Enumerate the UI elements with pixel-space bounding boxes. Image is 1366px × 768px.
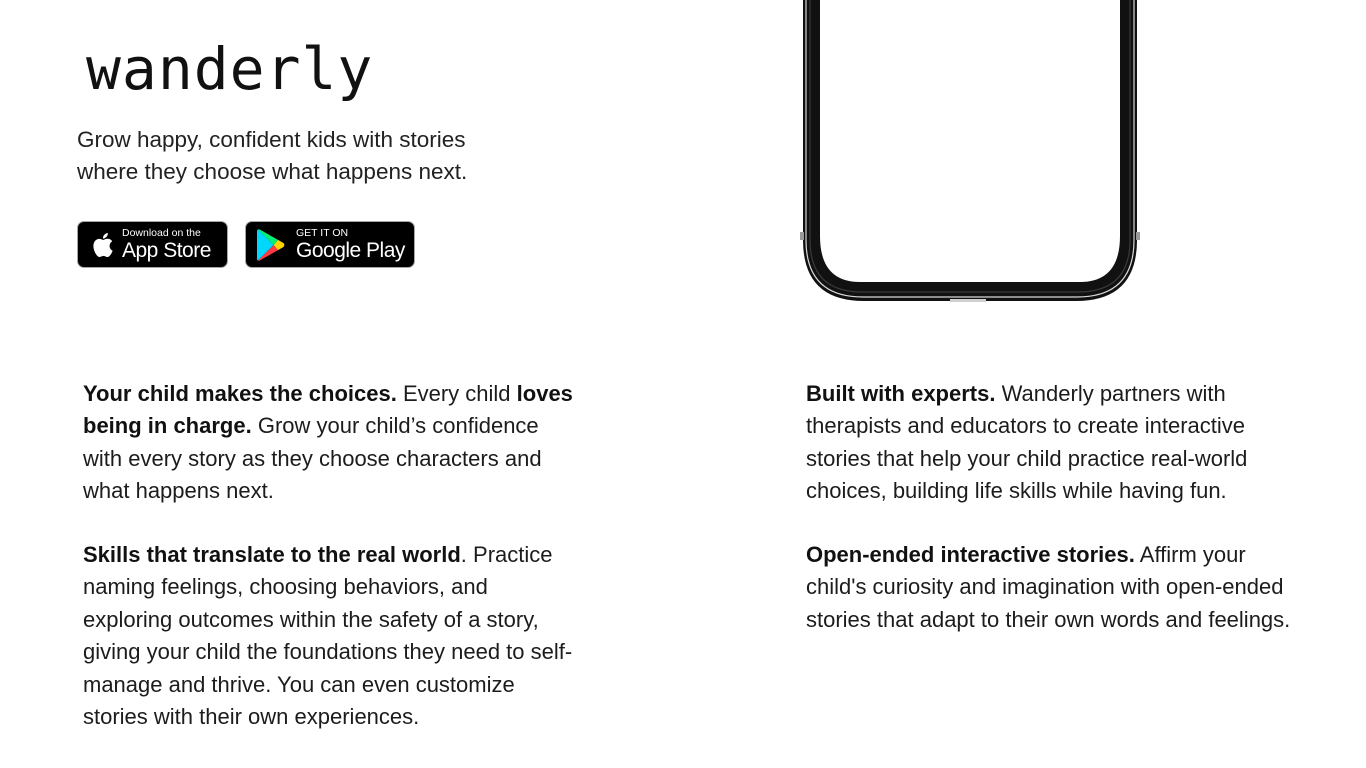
feature-experts-title: Built with experts. bbox=[806, 381, 996, 406]
feature-skills-title: Skills that translate to the real world bbox=[83, 542, 461, 567]
feature-open-ended-body: Affirm your child's curiosity and imagination with open-ended stories that adapt to their own words and feelings. bbox=[806, 542, 1291, 632]
google-play-big-text: Google Play bbox=[296, 238, 405, 262]
feature-open-ended-title: Open-ended interactive stories. bbox=[806, 542, 1135, 567]
app-store-small-text: Download on the bbox=[122, 227, 201, 240]
feature-choices-title: Your child makes the choices. bbox=[83, 381, 397, 406]
feature-experts-body: Wanderly partners with therapists and educators to create interactive stories that help your child practice real-world choices, building life skills while having fun. bbox=[806, 381, 1248, 504]
feature-experts bbox=[806, 378, 1306, 508]
app-store-big-text: App Store bbox=[122, 238, 211, 262]
phone-mockup bbox=[800, 0, 1140, 304]
feature-skills-body: Practice naming feelings, choosing behaviors, and exploring outcomes within the safety of a story, giving your child the foundations they need to self-manage and thrive. You can even customize stories with their own experiences. bbox=[83, 542, 573, 730]
google-play-small-text: GET IT ON bbox=[296, 227, 349, 240]
feature-open-ended bbox=[806, 539, 1306, 636]
feature-skills-punct: . bbox=[460, 542, 467, 567]
feature-skills bbox=[83, 539, 578, 733]
logo: wanderly bbox=[86, 35, 374, 103]
hero-tagline: Grow happy, confident kids with stories where they choose what happens next. bbox=[77, 127, 468, 184]
feature-choices-emphasis: loves being in charge. bbox=[83, 381, 573, 439]
google-play-icon bbox=[256, 228, 288, 262]
google-play-badge[interactable] bbox=[245, 221, 415, 268]
phone-screen bbox=[820, 0, 1120, 282]
app-store-badge[interactable] bbox=[77, 221, 228, 268]
feature-choices-lead: Every child bbox=[402, 381, 511, 406]
feature-choices bbox=[83, 378, 573, 508]
apple-icon bbox=[90, 231, 114, 259]
feature-choices-body: Grow your child’s confidence with every story as they choose characters and what happens next. bbox=[83, 413, 542, 504]
